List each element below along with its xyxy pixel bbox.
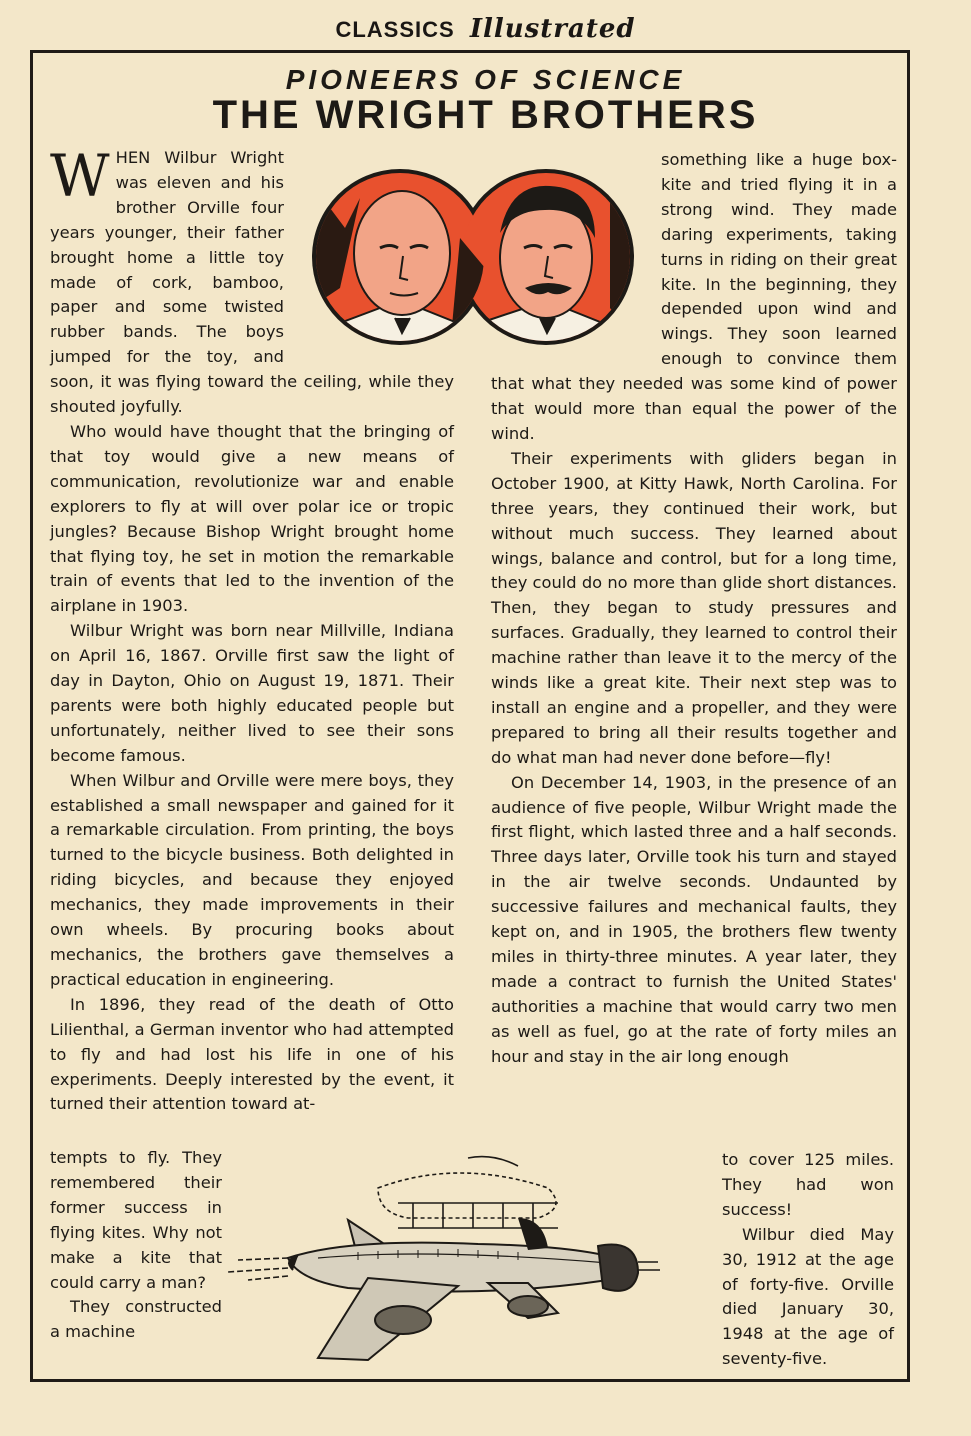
right-column-lower (722, 1148, 894, 1372)
right-paragraph-1-cont: to convince them that what they needed was some kind of power that would more than equal the power of the wind. (491, 349, 897, 443)
right-paragraph-2: Their experiments with gliders began in October 1900, at Kitty Hawk, North Carolina. For three years, they continued their work, but without much success. They learned about wings, balance and control, but for a long time, they could do no more than glide short distances. Then, they began to study pressures and surfaces. Gradually, they learned to control their machine rather than leave it to the mercy of the winds like a great kite. Their next step was to install an engine and a propeller, and they were prepared to bring all their results together and do what man had never done before—fly! (491, 448, 897, 767)
right-paragraph-4: Wilbur died May 30, 1912 at the age of forty-five. Orville died January 30, 1948 at the age of seventy-five. (722, 1224, 894, 1369)
right-paragraph-3-tail: to cover 125 miles. They had won success! (722, 1150, 894, 1219)
right-paragraph-3: On December 14, 1903, in the presence of an audience of five people, Wilbur Wright made the first flight, which lasted three and a half seconds. Three days later, Orville took his turn and stayed in the air twelve seconds. Undaunted by successive failures and mechanical faults, they kept on, and in 1905, the brothers flew twenty miles in thirty-three minutes. A year later, they made a contract to furnish the United States' authorities a machine that would carry two men as well as fuel, go at the rate of forty miles an hour and stay in the air long enough (491, 772, 897, 1066)
page-title: THE WRIGHT BROTHERS (212, 93, 759, 137)
left-paragraph-3: Wilbur Wright was born near Millville, Indiana on April 16, 1867. Orville first saw the light of day in Dayton, Ohio on August 19, 1871. Their parents were both highly educated people but unfortunately, neither lived to see their sons become famous. (50, 621, 454, 765)
left-column-lower (50, 1146, 222, 1345)
section-kicker: PIONEERS OF SCIENCE (285, 64, 686, 95)
portrait-space-right (491, 148, 661, 372)
left-paragraph-4: When Wilbur and Orville were mere boys, they established a small newspaper and gained for it a remarkable circulation. From printing, the boys turned to the bicycle business. Both delighted in riding bicycles, and because they enjoyed mechanics, they made improvements in their own wheels. By procuring books about mechanics, the brothers gave themselves a practical education in engineering. (50, 770, 454, 989)
left-paragraph-1: HEN Wilbur Wright was eleven and his brother Orville four years younger, their father brought home a little toy made of cork, bamboo, paper and some twisted rubber bands. The boys jumped for the toy, and soon, it was flying toward the ceiling, while they shouted joyfully. (50, 148, 454, 417)
left-paragraph-5: In 1896, they read of the death of Otto Lilienthal, a German inventor who had attempted to fly and had lost his life in one of his experiments. Deeply interested by the event, it turned their attention toward at- (50, 994, 454, 1114)
masthead (0, 14, 971, 44)
drop-cap: W (50, 142, 110, 210)
portrait-space (284, 146, 454, 368)
right-column (491, 148, 897, 1070)
left-column (50, 142, 454, 1117)
left-paragraph-6: They constructed a machine (50, 1297, 222, 1342)
masthead-illustrated: Illustrated (469, 14, 636, 44)
left-paragraph-5-tail: tempts to fly. They remembered their former success in flying kites. Why not make a kite that could carry a man? (50, 1148, 222, 1292)
airplane-illustration (228, 1148, 668, 1370)
masthead-classics: CLASSICS (335, 17, 455, 42)
left-paragraph-2: Who would have thought that the bringing of that toy would give a new means of communication, revolutionize war and enable explorers to fly at will over polar ice or tropic jungles? Because Bishop Wright brought home that flying toy, he set in motion the remarkable train of events that led to the invention of the airplane in 1903. (50, 421, 454, 616)
right-paragraph-1-text: something like a huge box-kite and tried flying it in a strong wind. They made daring experiments, taking turns in riding on their great kite. In the beginning, they depended upon wind and wings. They soon learned enough (661, 150, 897, 369)
